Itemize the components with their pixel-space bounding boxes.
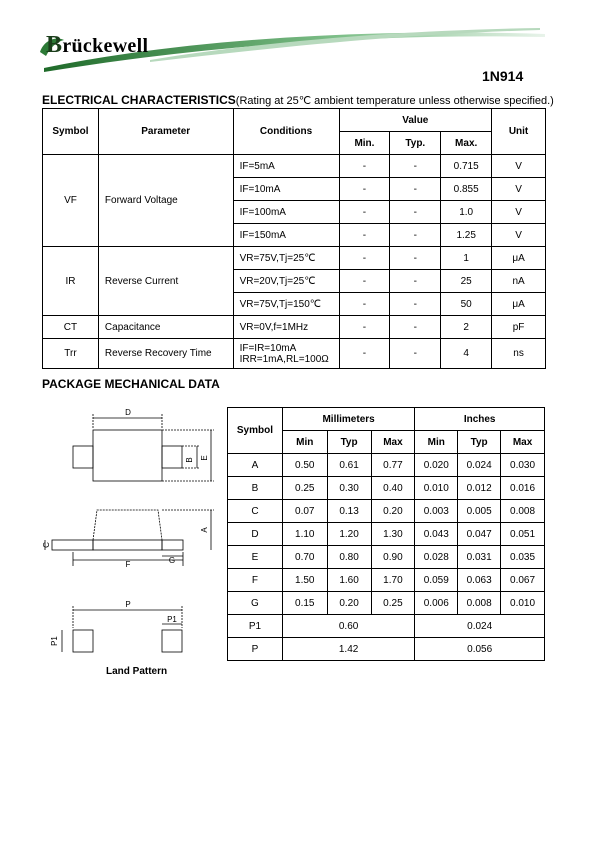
min-cell: - [339, 316, 390, 339]
min-cell: - [339, 270, 390, 293]
table-row [228, 523, 545, 546]
symbol-cell: Trr [43, 339, 99, 369]
inch-cell: 0.020 [415, 454, 458, 477]
condition-text: VR=0V,f=1MHz [239, 321, 309, 333]
package-title: PACKAGE MECHANICAL DATA [42, 377, 220, 391]
max-cell: 1.25 [441, 224, 492, 247]
typ-cell: - [390, 270, 441, 293]
col-symbol: Symbol [43, 109, 99, 155]
dim-e-label: E [200, 455, 209, 461]
mm-cell: 1.20 [327, 523, 371, 546]
min-cell: - [339, 155, 390, 178]
typ-cell: - [390, 178, 441, 201]
electrical-title: ELECTRICAL CHARACTERISTICS(Rating at 25℃ ambient temperature unless otherwise specified.) [42, 93, 554, 107]
table-row [228, 638, 545, 661]
condition-text: IF=5mA [239, 160, 275, 172]
rating-note: (Rating at 25℃ ambient temperature unless otherwise specified.) [235, 95, 554, 107]
mm-cell: 0.40 [371, 477, 415, 500]
mm-cell: 0.50 [282, 454, 327, 477]
mm-cell: 0.90 [371, 546, 415, 569]
pkg-col-in-typ: Typ [458, 431, 501, 454]
condition-cell [233, 316, 339, 339]
inch-cell: 0.010 [415, 477, 458, 500]
symbol-cell: B [228, 477, 283, 500]
min-cell: - [339, 247, 390, 270]
symbol-cell: VF [43, 155, 99, 247]
inch-cell: 0.059 [415, 569, 458, 592]
col-value: Value [339, 109, 492, 132]
inch-cell: 0.008 [501, 500, 545, 523]
parameter-cell: Reverse Recovery Time [98, 339, 233, 369]
typ-cell: - [390, 339, 441, 369]
symbol-cell: CT [43, 316, 99, 339]
mm-cell: 0.30 [327, 477, 371, 500]
dim-p1-side-label: P1 [50, 636, 59, 646]
condition-cell [233, 178, 339, 201]
unit-cell: nA [492, 270, 546, 293]
inch-cell: 0.051 [501, 523, 545, 546]
inch-cell: 0.067 [501, 569, 545, 592]
max-cell: 2 [441, 316, 492, 339]
mm-cell: 1.70 [371, 569, 415, 592]
col-max: Max. [441, 132, 492, 155]
inch-cell: 0.043 [415, 523, 458, 546]
symbol-cell: F [228, 569, 283, 592]
inch-cell: 0.024 [415, 615, 545, 638]
pkg-col-mm: Millimeters [282, 408, 414, 431]
inch-cell: 0.047 [458, 523, 501, 546]
inch-cell: 0.063 [458, 569, 501, 592]
condition-text: IRR=1mA,RL=100Ω [239, 353, 329, 365]
pkg-col-mm-max: Max [371, 431, 415, 454]
table-row [43, 316, 546, 339]
typ-cell: - [390, 293, 441, 316]
table-row [228, 477, 545, 500]
dim-f-label: F [125, 560, 131, 569]
inch-cell: 0.005 [458, 500, 501, 523]
condition-text: IF=IR=10mA [239, 342, 297, 354]
condition-cell [233, 201, 339, 224]
condition-cell [233, 339, 339, 369]
pkg-col-in-max: Max [501, 431, 545, 454]
symbol-cell: E [228, 546, 283, 569]
table-row [228, 615, 545, 638]
unit-cell: V [492, 201, 546, 224]
symbol-cell: P [228, 638, 283, 661]
brand-logo: Brückewell [46, 32, 149, 58]
symbol-cell: G [228, 592, 283, 615]
part-number: 1N914 [482, 68, 524, 84]
condition-text: IF=150mA [239, 229, 286, 241]
min-cell: - [339, 201, 390, 224]
mm-cell: 1.30 [371, 523, 415, 546]
mm-cell: 0.60 [282, 615, 414, 638]
inch-cell: 0.003 [415, 500, 458, 523]
table-row [228, 546, 545, 569]
dim-d-label: D [125, 408, 131, 417]
typ-cell: - [390, 316, 441, 339]
max-cell: 0.855 [441, 178, 492, 201]
min-cell: - [339, 293, 390, 316]
unit-cell: V [492, 155, 546, 178]
symbol-cell: A [228, 454, 283, 477]
min-cell: - [339, 178, 390, 201]
mm-cell: 1.50 [282, 569, 327, 592]
mm-cell: 0.77 [371, 454, 415, 477]
max-cell: 4 [441, 339, 492, 369]
unit-cell: μA [492, 293, 546, 316]
mm-cell: 1.60 [327, 569, 371, 592]
unit-cell: μA [492, 247, 546, 270]
min-cell: - [339, 339, 390, 369]
mm-cell: 1.10 [282, 523, 327, 546]
table-row [228, 592, 545, 615]
inch-cell: 0.012 [458, 477, 501, 500]
inch-cell: 0.035 [501, 546, 545, 569]
dim-p1-label: P1 [167, 615, 177, 624]
mm-cell: 0.07 [282, 500, 327, 523]
condition-cell [233, 293, 339, 316]
unit-cell: V [492, 224, 546, 247]
parameter-cell: Capacitance [98, 316, 233, 339]
pkg-col-inches: Inches [415, 408, 545, 431]
table-row [228, 569, 545, 592]
max-cell: 25 [441, 270, 492, 293]
land-pattern-label: Land Pattern [106, 666, 168, 677]
min-cell: - [339, 224, 390, 247]
mm-cell: 1.42 [282, 638, 414, 661]
inch-cell: 0.031 [458, 546, 501, 569]
max-cell: 0.715 [441, 155, 492, 178]
typ-cell: - [390, 155, 441, 178]
inch-cell: 0.016 [501, 477, 545, 500]
mm-cell: 0.70 [282, 546, 327, 569]
condition-cell [233, 155, 339, 178]
condition-text: VR=75V,Tj=25℃ [239, 252, 316, 264]
condition-text: VR=20V,Tj=25℃ [239, 275, 316, 287]
dim-a-label: A [200, 527, 209, 533]
symbol-cell: IR [43, 247, 99, 316]
mm-cell: 0.15 [282, 592, 327, 615]
inch-cell: 0.008 [458, 592, 501, 615]
pkg-col-mm-typ: Typ [327, 431, 371, 454]
table-row [228, 454, 545, 477]
condition-text: IF=100mA [239, 206, 286, 218]
col-typ: Typ. [390, 132, 441, 155]
condition-cell [233, 270, 339, 293]
mm-cell: 0.25 [282, 477, 327, 500]
symbol-cell: D [228, 523, 283, 546]
inch-cell: 0.028 [415, 546, 458, 569]
col-unit: Unit [492, 109, 546, 155]
pkg-col-mm-min: Min [282, 431, 327, 454]
mm-cell: 0.61 [327, 454, 371, 477]
col-parameter: Parameter [98, 109, 233, 155]
table-row [43, 155, 546, 178]
symbol-cell: P1 [228, 615, 283, 638]
table-row [228, 500, 545, 523]
inch-cell: 0.024 [458, 454, 501, 477]
dim-b-label: B [185, 457, 194, 463]
mm-cell: 0.25 [371, 592, 415, 615]
electrical-characteristics-table [42, 108, 546, 369]
parameter-cell: Reverse Current [98, 247, 233, 316]
unit-cell: ns [492, 339, 546, 369]
pkg-col-in-min: Min [415, 431, 458, 454]
unit-cell: pF [492, 316, 546, 339]
max-cell: 50 [441, 293, 492, 316]
dim-g-label: G [168, 556, 176, 565]
unit-cell: V [492, 178, 546, 201]
package-dimensions-table [227, 407, 545, 661]
max-cell: 1.0 [441, 201, 492, 224]
typ-cell: - [390, 201, 441, 224]
dim-p-label: P [125, 600, 131, 609]
mm-cell: 0.80 [327, 546, 371, 569]
table-row [43, 247, 546, 270]
inch-cell: 0.010 [501, 592, 545, 615]
mm-cell: 0.13 [327, 500, 371, 523]
max-cell: 1 [441, 247, 492, 270]
inch-cell: 0.006 [415, 592, 458, 615]
inch-cell: 0.056 [415, 638, 545, 661]
mm-cell: 0.20 [327, 592, 371, 615]
symbol-cell: C [228, 500, 283, 523]
condition-text: IF=10mA [239, 183, 281, 195]
dim-c-label: C [42, 542, 51, 548]
typ-cell: - [390, 224, 441, 247]
condition-text: VR=75V,Tj=150℃ [239, 298, 322, 310]
package-drawing [38, 400, 218, 670]
inch-cell: 0.030 [501, 454, 545, 477]
mm-cell: 0.20 [371, 500, 415, 523]
typ-cell: - [390, 247, 441, 270]
condition-cell [233, 247, 339, 270]
col-min: Min. [339, 132, 390, 155]
table-row [43, 339, 546, 369]
pkg-col-symbol: Symbol [228, 408, 283, 454]
col-conditions: Conditions [233, 109, 339, 155]
condition-cell [233, 224, 339, 247]
parameter-cell: Forward Voltage [98, 155, 233, 247]
